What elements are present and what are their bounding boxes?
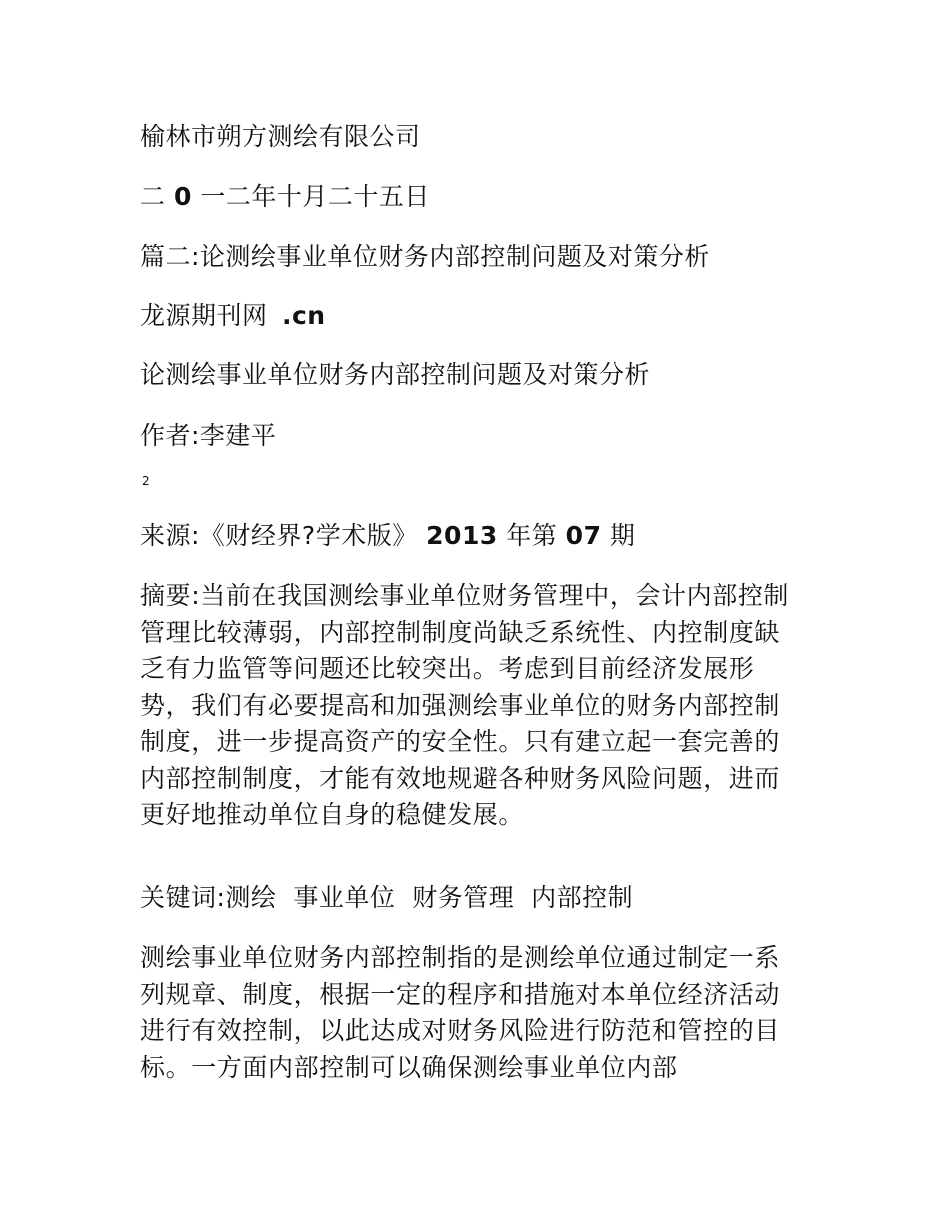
abstract-paragraph: 摘要:当前在我国测绘事业单位财务管理中，会计内部控制管理比较薄弱，内部控制制度尚缺乏系统性、内控制度缺乏有力监管等问题还比较突出。考虑到目前经济发展形势，我们有必要提高和加强测绘事业单位的财务内部控制制度，进一步提高资产的安全性。只有建立起一套完善的内部控制制度，才能有效地规避各种财务风险问题，进而更好地推动单位自身的稳健发展。 — [140, 581, 790, 829]
source-issue: 07 — [565, 521, 602, 550]
section-title: 篇二:论测绘事业单位财务内部控制问题及对策分析 — [140, 242, 710, 271]
source-line — [140, 520, 635, 552]
journal-name: 龙源期刊网 — [140, 301, 268, 330]
source-year: 2013 — [426, 521, 498, 550]
journal-line — [140, 300, 326, 332]
source-prefix: 来源:《财经界?学术版》 — [140, 521, 418, 550]
company-name: 榆林市朔方测绘有限公司 — [140, 122, 421, 151]
author-line: 作者:李建平 — [140, 421, 277, 450]
journal-domain: .cn — [281, 301, 326, 330]
source-suffix: 期 — [609, 521, 636, 550]
date-part2: 一二年十月二十五日 — [200, 182, 430, 211]
source-mid: 年第 — [506, 521, 558, 550]
article-title: 论测绘事业单位财务内部控制问题及对策分析 — [140, 360, 651, 389]
date-part1: 二 — [140, 182, 166, 211]
date-zero: 0 — [173, 182, 192, 211]
footnote-number: 2 — [142, 474, 151, 488]
body-paragraph: 测绘事业单位财务内部控制指的是测绘单位通过制定一系列规章、制度，根据一定的程序和措施对本单位经济活动进行有效控制，以此达成对财务风险进行防范和管控的目标。一方面内部控制可以确保测绘事业单位内部 — [140, 943, 781, 1082]
document-date — [140, 181, 430, 213]
keywords-line: 关键词:测绘 事业单位 财务管理 内部控制 — [140, 883, 634, 912]
